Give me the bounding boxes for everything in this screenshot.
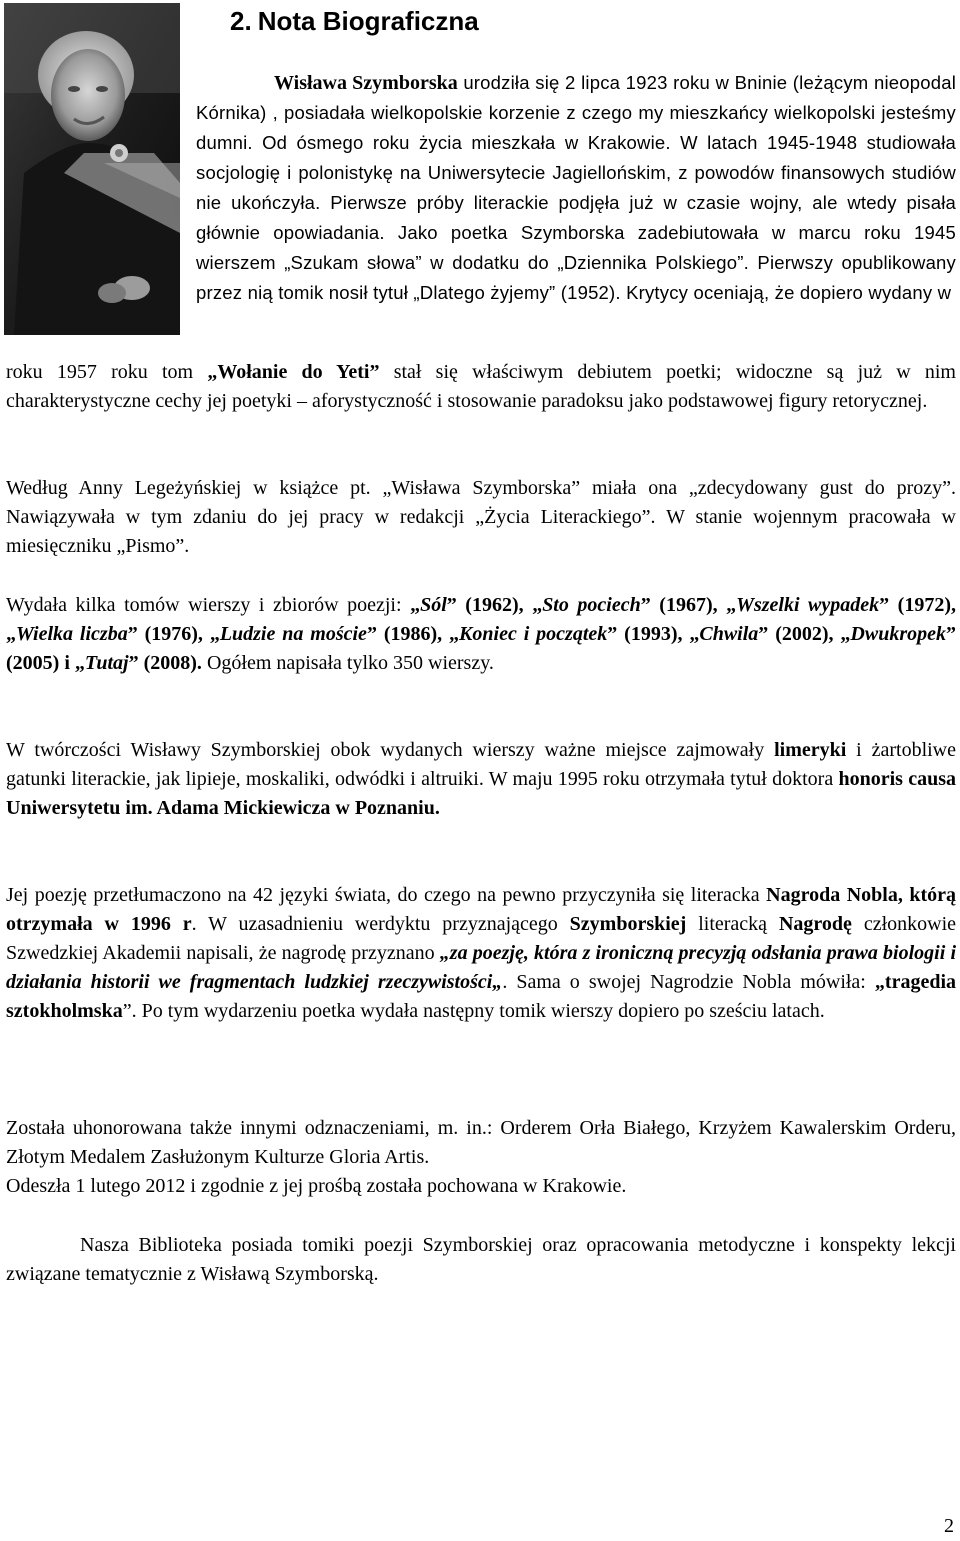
- section-number: 2.: [230, 6, 252, 36]
- paragraph-honors: Została uhonorowana także innymi odznaczeniami, m. in.: Orderem Orła Białego, Krzyżem Kawalerskim Orderu, Złotym Medalem Zasłużonym Kulturze Gloria Artis. Odeszła 1 lutego 2012 i zgodnie z jej prośbą została pochowana w Krakowie.: [6, 1117, 956, 1197]
- paragraph-nobel: Jej poezję przetłumaczono na 42 języki świata, do czego na pewno przyczyniła się literacka Nagroda Nobla, którą otrzymała w 1996 r. W uzasadnieniu werdyktu przyznającego Szymborskiej literacką Nagrodę członkowie Szwedzkiej Akademii napisali, że nagrodę przyznano „za poezję, która z ironiczną precyzją odsłania prawa biologii i działania historii we fragmentach ludzkiej rzeczywistości„. Sama o swojej Nagrodzie Nobla mówiła: „tragedia sztokholmska”. Po tym wydarzeniu poetka wydała następny tomik wierszy dopiero po sześciu latach.: [6, 884, 956, 1022]
- portrait-photo: [4, 3, 180, 335]
- portrait-image: [4, 3, 180, 335]
- intro-paragraph-continued: roku 1957 roku tom „Wołanie do Yeti” stał się właściwym debiutem poetki; widoczne są już w nim charakterystyczne cechy jej poetyki – aforystyczność i stosowanie paradoksu jako podstawowej figury retorycznej.: [6, 361, 956, 412]
- paragraph-limeryki: W twórczości Wisławy Szymborskiej obok wydanych wierszy ważne miejsce zajmowały limeryki i żartobliwe gatunki literackie, jak lipieje, moskaliki, odwódki i altruiki. W maju 1995 roku otrzymała tytuł doktora honoris causa Uniwersytetu im. Adama Mickiewicza w Poznaniu.: [6, 739, 956, 819]
- section-heading: [230, 6, 479, 36]
- paragraph-publications: Wydała kilka tomów wierszy i zbiorów poezji: „Sól” (1962), „Sto pociech” (1967), „Wszelki wypadek” (1972), „Wielka liczba” (1976), „Ludzie na moście” (1986), „Koniec i początek” (1993), „Chwila” (2002), „Dwukropek” (2005) i „Tutaj” (2008). Ogółem napisała tylko 350 wierszy.: [6, 594, 957, 674]
- intro-text: urodziła się 2 lipca 1923 roku w Bninie (leżącym nieopodal Kórnika) , posiadała wielkopolskie korzenie z czego my mieszkańcy wielkopolski jesteśmy dumni. Od ósmego roku życia mieszkała w Krakowie. W latach 1945-1948 studiowała socjologię i polonistykę na Uniwersytecie Jagiellońskim, z powodów finansowych studiów nie ukończyła. Pierwsze próby literackie podjęła już w czasie wojny, ale wtedy pisała głównie opowiadania. Jako poetka Szymborska zadebiutowała w marcu roku 1945 wierszem „Szukam słowa” w dodatku do „Dziennika Polskiego”. Pierwszy opublikowany przez nią tomik nosił tytuł „Dlatego żyjemy” (1952). Krytycy oceniają, że dopiero wydany w: [196, 72, 957, 303]
- paragraph-library: Nasza Biblioteka posiada tomiki poezji Szymborskiej oraz opracowania metodyczne i konspekty lekcji związane tematycznie z Wisławą Szymborską.: [6, 1234, 956, 1285]
- nobel-citation: „za poezję, która z ironiczną precyzją odsłania prawa biologii i działania historii we fragmentach ludzkiej rzeczywistości„: [6, 942, 956, 993]
- page-number: 2: [944, 1515, 954, 1537]
- book-title-wolanie: „Wołanie do Yeti”: [207, 361, 380, 383]
- paragraph-legezynska: Według Anny Legeżyńskiej w książce pt. „Wisława Szymborska” miała ona „zdecydowany gust do prozy”. Nawiązywała w tym zdaniu do jej pracy w redakcji „Życia Literackiego”. W stanie wojennym pracowała w miesięczniku „Pismo”.: [6, 477, 956, 557]
- section-title: Nota Biograficzna: [257, 6, 479, 36]
- intro-paragraph: [196, 68, 956, 308]
- author-name: Wisława Szymborska: [274, 72, 458, 94]
